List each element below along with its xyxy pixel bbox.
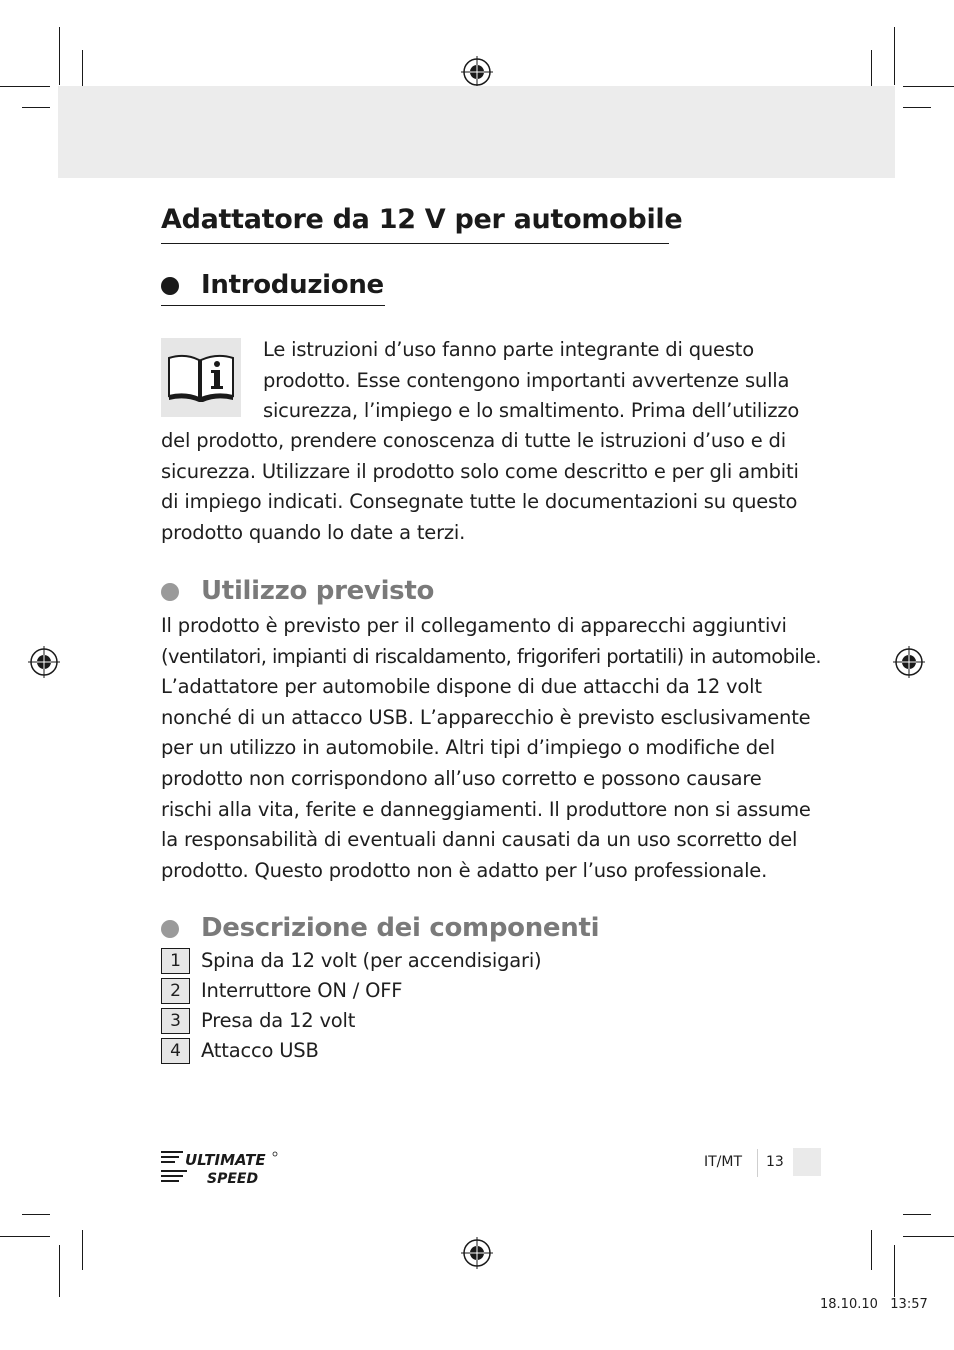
paragraph-line: per un utilizzo in automobile. Altri tipi d’impiego o modifiche del [161, 736, 775, 760]
paragraph-line: (ventilatori, impianti di riscaldamento, frigoriferi portatili) in automobile. [161, 644, 822, 668]
page-tab [793, 1148, 821, 1176]
paragraph-line: prodotto. Questo prodotto non è adatto per l’uso professionale. [161, 858, 768, 882]
paragraph-line: Il prodotto è previsto per il collegamento di apparecchi aggiuntivi [161, 614, 787, 637]
intro-paragraph-indented [263, 335, 799, 427]
component-number: 4 [161, 1038, 190, 1064]
header-band [58, 86, 895, 178]
crop-mark [903, 107, 931, 108]
crop-mark [0, 1236, 50, 1237]
crop-mark [22, 1214, 50, 1215]
crop-mark [59, 27, 60, 85]
component-label: Attacco USB [201, 1039, 319, 1062]
info-book-icon [161, 338, 241, 417]
registration-mark-icon [893, 646, 925, 678]
component-label: Interruttore ON / OFF [201, 979, 403, 1002]
crop-mark [903, 1236, 954, 1237]
title-underline [161, 243, 669, 244]
section-underline [161, 305, 385, 306]
section-title: Introduzione [201, 270, 384, 300]
logo-text: SPEED [207, 1171, 259, 1186]
section-title: Utilizzo previsto [201, 576, 435, 606]
registration-mark-icon [461, 1237, 493, 1269]
component-label: Presa da 12 volt [201, 1009, 356, 1032]
bullet-icon [161, 277, 179, 295]
print-timestamp: 18.10.10 13:57 [820, 1297, 928, 1312]
page-number: 13 [766, 1154, 784, 1170]
paragraph-line: nonché di un attacco USB. L’apparecchio è previsto esclusivamente [161, 705, 811, 729]
paragraph-line: la responsabilità di eventuali danni causati da un uso scorretto del [161, 828, 798, 852]
crop-mark [871, 1230, 872, 1270]
paragraph-line: prodotto non corrispondono all’uso corretto e possono causare [161, 766, 762, 790]
paragraph-line: sicurezza. Utilizzare il prodotto solo come descritto e per gli ambiti [161, 459, 799, 483]
bullet-icon [161, 920, 179, 938]
paragraph-line: prodotto quando lo date a terzi. [161, 520, 466, 544]
paragraph-line: di impiego indicati. Consegnate tutte le documentazioni su questo [161, 490, 798, 514]
page-title: Adattatore da 12 V per automobile [161, 204, 683, 235]
utilizzo-paragraph [161, 611, 821, 886]
ultimate-speed-logo [161, 1148, 279, 1186]
paragraph-line: sicurezza, l’impiego e lo smaltimento. Prima dell’utilizzo [263, 399, 800, 423]
paragraph-line: rischi alla vita, ferite e danneggiamenti. Il produttore non si assume [161, 797, 811, 821]
component-number: 2 [161, 978, 190, 1004]
crop-mark [903, 1214, 931, 1215]
crop-mark [22, 107, 50, 108]
logo-text: ULTIMATE [185, 1151, 266, 1169]
language-code: IT/MT [704, 1154, 743, 1170]
component-number: 1 [161, 948, 190, 974]
footer-separator [757, 1149, 758, 1177]
paragraph-line: del prodotto, prendere conoscenza di tutte le istruzioni d’uso e di [161, 429, 786, 452]
component-label: Spina da 12 volt (per accendisigari) [201, 949, 542, 972]
crop-mark [903, 86, 954, 87]
paragraph-line: Le istruzioni d’uso fanno parte integrante di questo [263, 338, 754, 361]
intro-paragraph [161, 426, 799, 548]
paragraph-line: L’adattatore per automobile dispone di due attacchi da 12 volt [161, 675, 762, 699]
section-title: Descrizione dei componenti [201, 913, 600, 943]
registration-mark-icon [461, 56, 493, 88]
crop-mark [894, 27, 895, 85]
crop-mark [894, 1245, 895, 1297]
bullet-icon [161, 583, 179, 601]
crop-mark [0, 86, 50, 87]
crop-mark [82, 1230, 83, 1270]
paragraph-line: prodotto. Esse contengono importanti avvertenze sulla [263, 368, 790, 392]
crop-mark [59, 1245, 60, 1297]
registration-mark-icon [28, 646, 60, 678]
component-number: 3 [161, 1008, 190, 1034]
